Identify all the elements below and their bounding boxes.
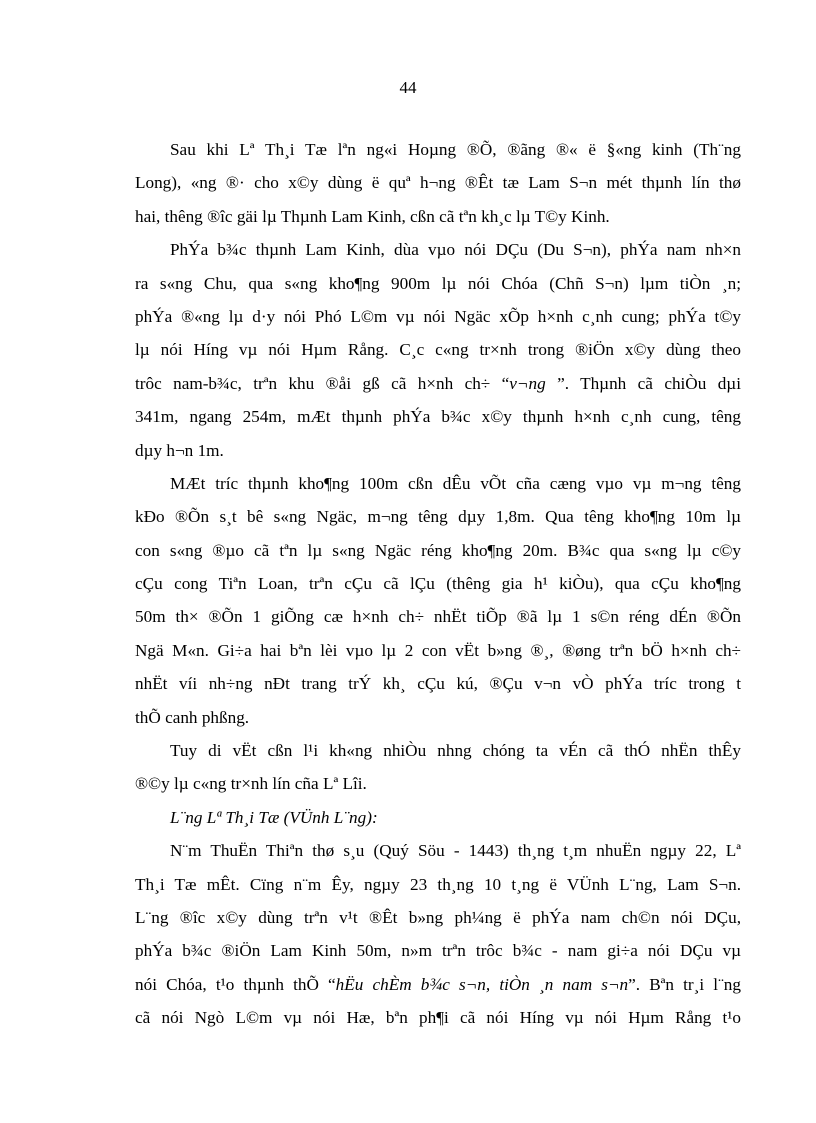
text-line: Tuy di vËt cßn l¹i kh«ng nhiÒu nhng chóng ta vÉn cã thÓ nhËn thÊy: [170, 741, 741, 761]
text-line: lµ nói Híng vµ nói Hµm Rång. C¸c c«ng tr×nh trong ®iÖn x©y dùng theo: [135, 340, 741, 360]
text-line: Long), «ng ®· cho x©y dùng ë quª h¬ng ®Êt tæ Lam S¬n mét thµnh lín thø: [135, 173, 741, 193]
italic-phrase: v¬ng: [509, 373, 546, 393]
text-line: hai, thêng ®îc gäi lµ Thµnh Lam Kinh, cßn cã tªn kh¸c lµ T©y Kinh.: [135, 206, 610, 226]
text-line: con s«ng ®µo cã tªn lµ s«ng Ngäc réng kho¶ng 20m. B¾c qua s«ng lµ c©y: [135, 540, 741, 560]
text-line: cã nói Ngò L©m vµ nói Hæ, bªn ph¶i cã nói Híng vµ nói Hµm Rång t¹o: [135, 1008, 741, 1028]
text-line: thÕ canh phßng.: [135, 707, 250, 727]
text-line: Th¸i Tæ mÊt. Cïng n¨m Êy, ngµy 23 th¸ng 10 t¸ng ë VÜnh L¨ng, Lam S¬n.: [135, 874, 741, 894]
text-line: kÐo ®Õn s¸t bê s«ng Ngäc, m¬ng têng dµy 1,8m. Qua têng kho¶ng 10m lµ: [135, 507, 741, 527]
text-line: L¨ng Lª Th¸i Tæ (VÜnh L¨ng):: [170, 807, 378, 827]
text-line: L¨ng ®îc x©y dùng trªn v¹t ®Êt b»ng ph¼ng ë phÝa nam ch©n nói DÇu,: [135, 907, 741, 927]
body-text: [135, 133, 741, 1035]
text-line: phÝa b¾c ®iÖn Lam Kinh 50m, n»m trªn trôc b¾c - nam gi÷a nói DÇu vµ: [135, 941, 741, 961]
text-line: cÇu cong Tiªn Loan, trªn cÇu cã lÇu (thêng gia h¹ kiÒu), qua cÇu kho¶ng: [135, 574, 741, 594]
text-line: N¨m ThuËn Thiªn thø s¸u (Quý Söu - 1443) th¸ng t¸m nhuËn ngµy 22, Lª: [170, 841, 741, 861]
text-line: nói Chóa, t¹o thµnh thÕ “hËu chÈm b¾c s¬n, tiÒn ¸n nam s¬n”. Bªn tr¸i l¨ng: [135, 974, 741, 994]
text-line: phÝa ®«ng lµ d·y nói Phó L©m vµ nói Ngäc xÕp h×nh c¸nh cung; phÝa t©y: [135, 306, 741, 326]
text-line: 50m th× ®Õn 1 giÕng cæ h×nh ch÷ nhËt tiÕp ®ã lµ 1 s©n réng dÉn ®Õn: [135, 607, 741, 627]
text-line: nhËt víi nh÷ng nÐt trang trÝ kh¸ cÇu kú, ®Çu v¬n vÒ phÝa tríc trong t: [135, 674, 741, 694]
text-line: 341m, ngang 254m, mÆt thµnh phÝa b¾c x©y thµnh h×nh c¸nh cung, têng: [135, 407, 741, 427]
text-line: Ngä M«n. Gi÷a hai bªn lèi vµo lµ 2 con vËt b»ng ®¸, ®øng trªn bÖ h×nh ch÷: [135, 640, 741, 660]
text-line: PhÝa b¾c thµnh Lam Kinh, dùa vµo nói DÇu (Du S¬n), phÝa nam nh×n: [170, 240, 741, 260]
page-number: 44: [399, 78, 417, 97]
text-line: ra s«ng Chu, qua s«ng kho¶ng 900m lµ nói Chóa (Chñ S¬n) lµm tiÒn ¸n;: [135, 273, 741, 293]
text-line: Sau khi Lª Th¸i Tæ lªn ng«i Hoµng ®Õ, ®ãng ®« ë §«ng kinh (Th¨ng: [170, 140, 741, 159]
text-line: ®©y lµ c«ng tr×nh lín cña Lª Lîi.: [135, 774, 367, 794]
text-line: MÆt tríc thµnh kho¶ng 100m cßn dÊu vÕt cña cæng vµo vµ m¬ng têng: [170, 473, 741, 493]
text-line: trôc nam-b¾c, trªn khu ®åi gß cã h×nh ch÷ “v¬ng ”. Thµnh cã chiÒu dµi: [135, 373, 741, 393]
italic-phrase: hËu chÈm b¾c s¬n, tiÒn ¸n nam s¬n: [335, 974, 629, 994]
text-line: dµy h¬n 1m.: [135, 440, 224, 460]
